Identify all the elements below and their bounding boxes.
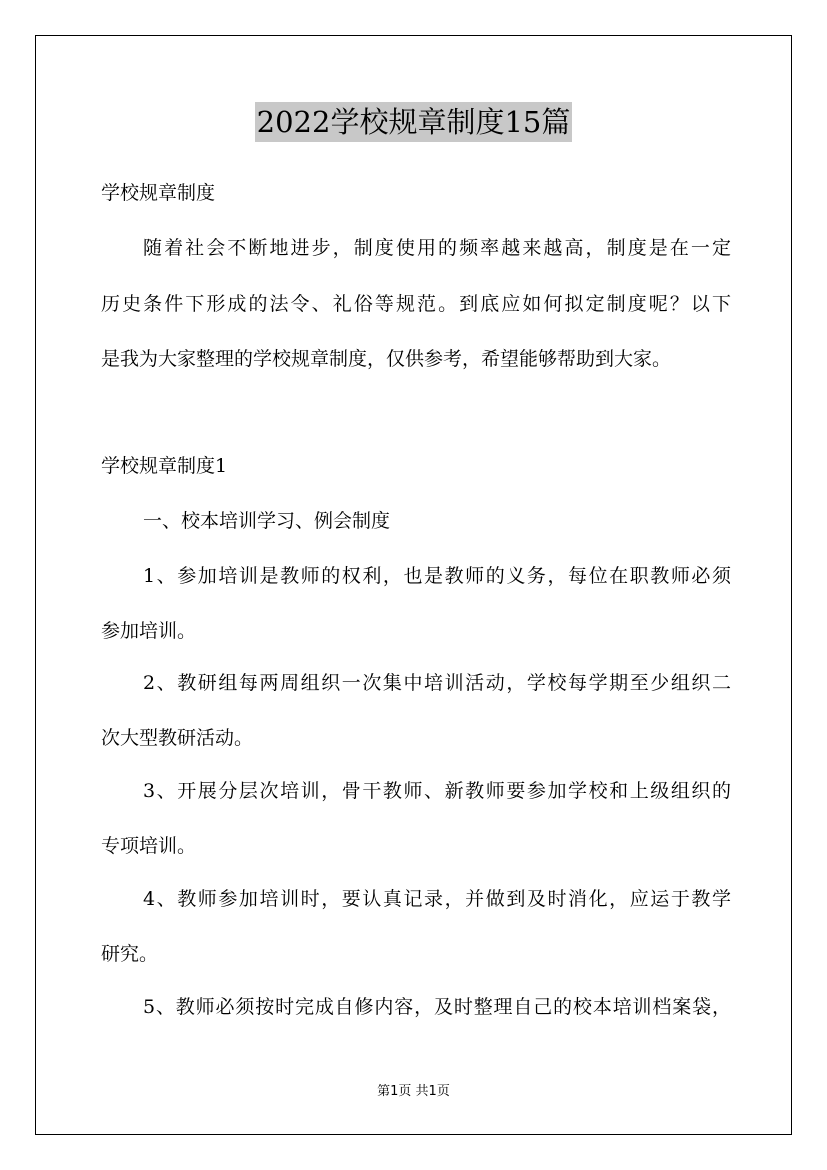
paragraph-line: 专项培训。 xyxy=(101,835,197,857)
paragraph-line: 3、开展分层次培训，骨干教师、新教师要参加学校和上级组织的 xyxy=(143,780,731,802)
paragraph-line: 历史条件下形成的法令、礼俗等规范。到底应如何拟定制度呢？以下 xyxy=(101,293,731,315)
page-footer: 第1页 共1页 xyxy=(377,1084,450,1099)
title-container xyxy=(0,102,827,142)
section-heading: 学校规章制度 xyxy=(101,182,216,204)
subsection-heading: 学校规章制度1 xyxy=(101,455,228,477)
paragraph-line: 参加培训。 xyxy=(101,620,197,642)
paragraph-line: 是我为大家整理的学校规章制度，仅供参考，希望能够帮助到大家。 xyxy=(101,348,672,370)
document-title: 2022学校规章制度15篇 xyxy=(255,102,573,142)
item-heading: 一、校本培训学习、例会制度 xyxy=(143,510,391,532)
paragraph-line: 2、教研组每两周组织一次集中培训活动，学校每学期至少组织二 xyxy=(143,672,731,694)
paragraph-line: 5、教师必须按时完成自修内容，及时整理自己的校本培训档案袋， xyxy=(143,996,731,1018)
paragraph-line: 研究。 xyxy=(101,943,159,965)
paragraph-line: 1、参加培训是教师的权利，也是教师的义务，每位在职教师必须 xyxy=(143,565,731,587)
paragraph-line: 4、教师参加培训时，要认真记录，并做到及时消化，应运于教学 xyxy=(143,888,731,910)
paragraph-line: 次大型教研活动。 xyxy=(101,727,254,749)
paragraph-line: 随着社会不断地进步，制度使用的频率越来越高，制度是在一定 xyxy=(143,237,731,259)
